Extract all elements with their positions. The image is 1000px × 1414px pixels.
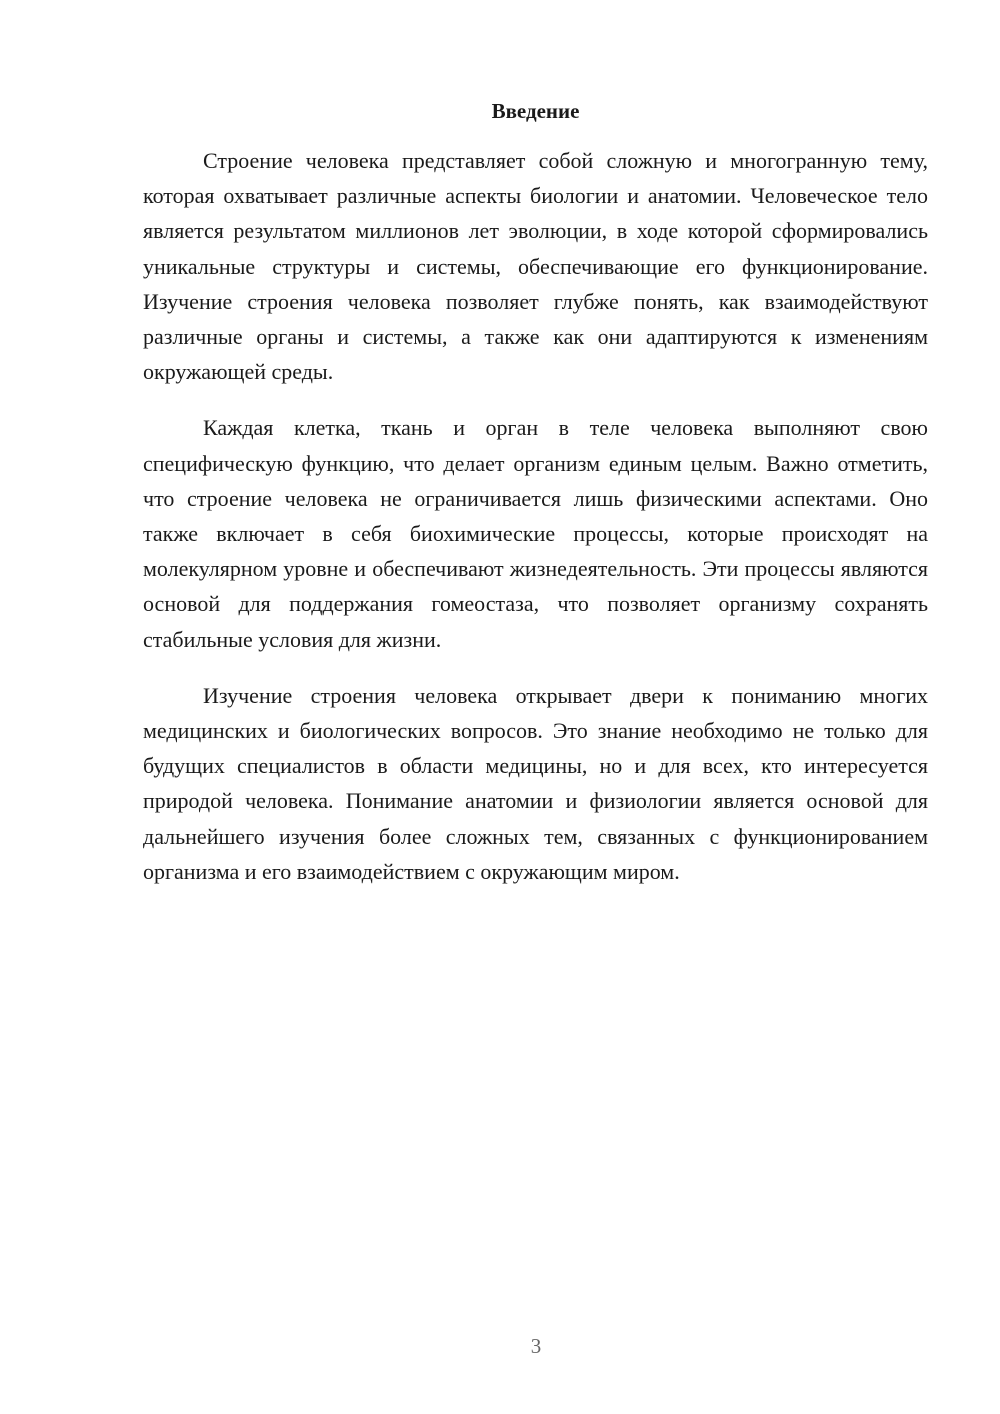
paragraph-1: Строение человека представляет собой сложную и многогранную тему, которая охватывает различные аспекты биологии и анатомии. Человеческое тело является результатом миллионов лет эволюции, в ходе которой сформировались уникальные структуры и системы, обеспечивающие его функционирование. Изучение строения человека позволяет глубже понять, как взаимодействуют различные органы и системы, а также как они адаптируются к изменениям окружающей среды. <box>143 148 928 385</box>
section-heading: Введение <box>491 99 580 123</box>
page-number: 3 <box>530 1334 542 1358</box>
page-content <box>143 94 928 889</box>
paragraph-2: Каждая клетка, ткань и орган в теле человека выполняют свою специфическую функцию, что делает организм единым целым. Важно отметить, что строение человека не ограничивается лишь физическими аспектами. Оно также включает в себя биохимические процессы, которые происходят на молекулярном уровне и обеспечивают жизнедеятельность. Эти процессы являются основой для поддержания гомеостаза, что позволяет организму сохранять стабильные условия для жизни. <box>143 415 928 652</box>
paragraph-3: Изучение строения человека открывает двери к пониманию многих медицинских и биологических вопросов. Это знание необходимо не только для будущих специалистов в области медицины, но и для всех, кто интересуется природой человека. Понимание анатомии и физиологии является основой для дальнейшего изучения более сложных тем, связанных с функционированием организма и его взаимодействием с окружающим миром. <box>143 682 928 884</box>
